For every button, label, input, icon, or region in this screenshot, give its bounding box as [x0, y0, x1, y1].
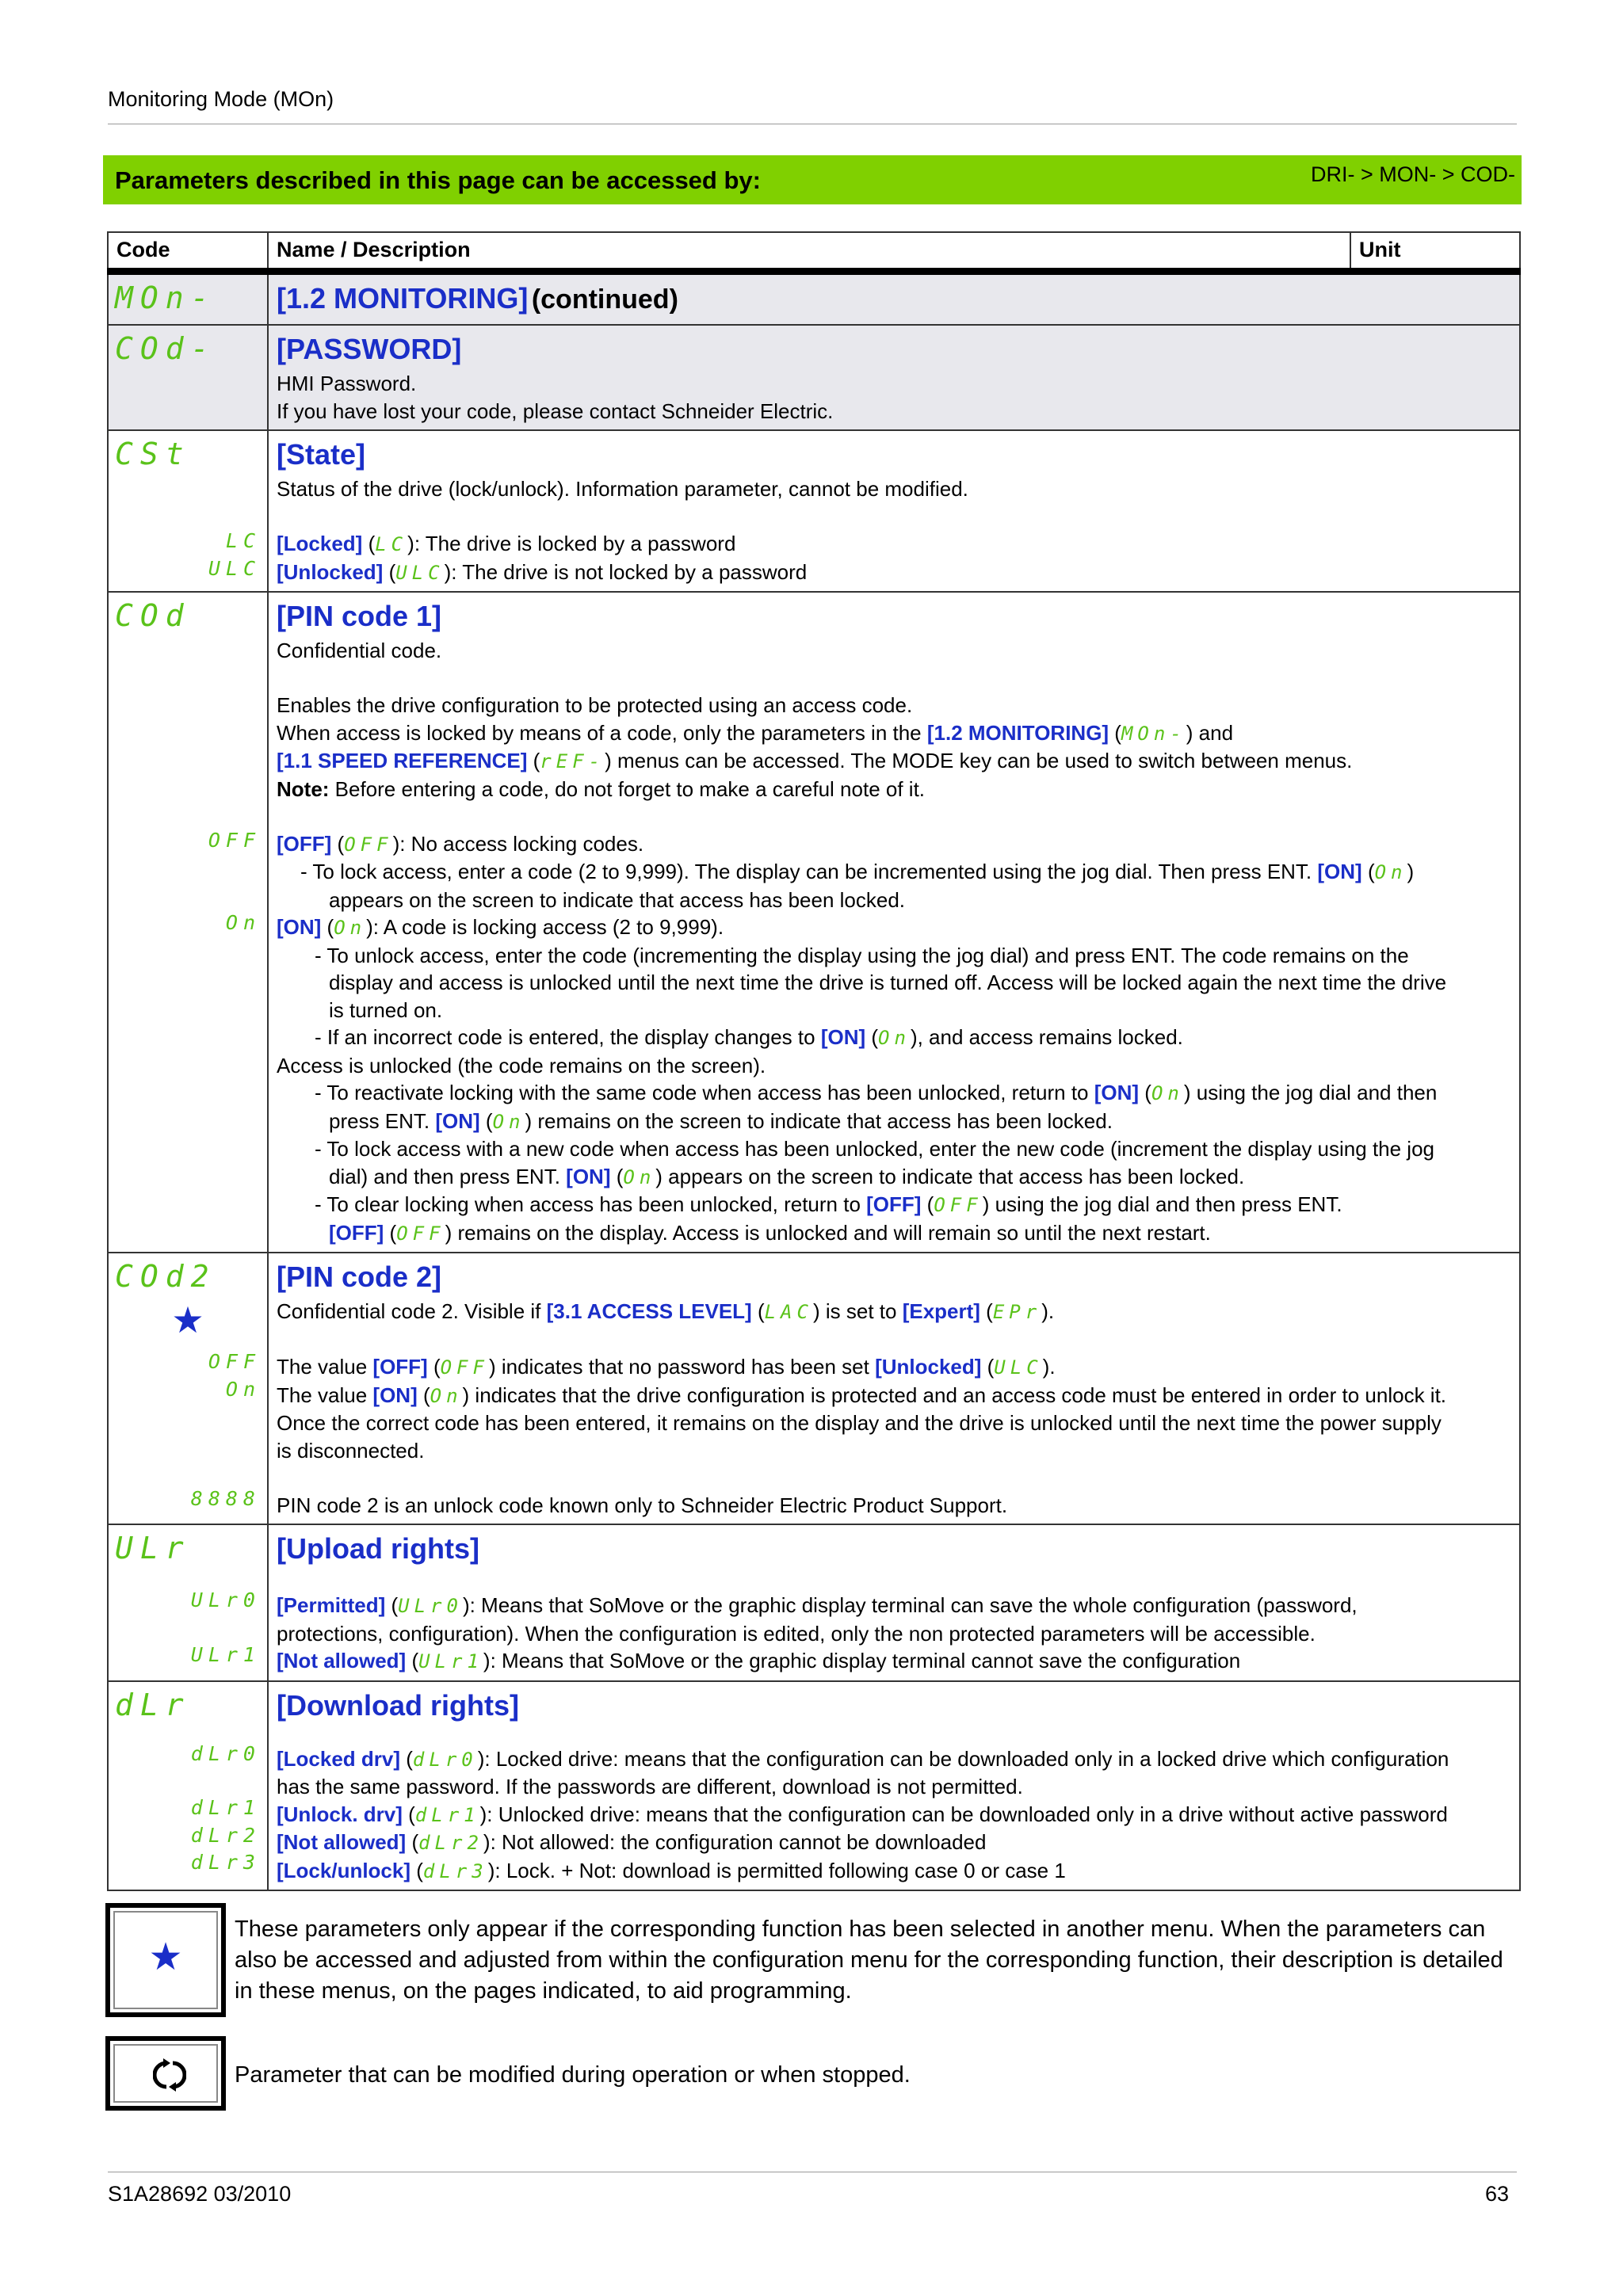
param-code: dLr [115, 1687, 191, 1722]
value-code: ULr0 [190, 1589, 261, 1611]
value-seg: EPr [992, 1301, 1042, 1323]
table-row: ULr ULr0 ULr1 [Upload rights] [Permitted] (ULr0): Means that SoMove or the graphic display terminal can save the whole configuration (password, protections, configuration). When the configuration is edited, only the non protected parameters will be accessible. [Not allowed] (ULr1): Means that SoMove or the graphic display terminal cannot save the configuration [108, 1524, 1520, 1681]
document-reference: S1A28692 03/2010 [108, 2182, 292, 2206]
table-row: dLr dLr0 dLr1 dLr2 dLr3 [Download rights] [Locked drv] (dLr0): Locked drive: means that the configuration can be downloaded only in a locked drive which configuration has the same password. If the passwords are different, download is not permitted. [Unlock. drv] (dLr1): Unlocked drive: means that the configuration can be downloaded only in a drive without active password [Not allowed] (dLr2): Not allowed: the configuration cannot be downloaded [Lock/unlock] (dLr3): Lock. + Not: download is permitted following case 0 or case 1 [108, 1681, 1520, 1891]
value-code: ULC [208, 556, 261, 580]
description-text: is set to [819, 1299, 903, 1323]
value-seg: ULr0 [398, 1595, 463, 1617]
value-seg: OFF [934, 1194, 983, 1216]
value-seg: OFF [440, 1356, 489, 1379]
value-seg: On [1151, 1082, 1184, 1104]
param-title: [Upload rights] [277, 1532, 479, 1565]
description-line: Enables the drive configuration to be protected using an access code. [277, 693, 913, 717]
bullet-text: press ENT. [329, 1108, 436, 1133]
bullet-text: is turned on. [329, 997, 443, 1022]
value-seg: On [334, 917, 367, 939]
column-header-unit: Unit [1350, 232, 1520, 272]
value-text: : Lock. + Not: download is permitted following case 0 or case 1 [495, 1858, 1066, 1882]
value-name: [ON] [277, 915, 322, 939]
description-line: Confidential code. [277, 639, 442, 662]
param-code: MOn- [115, 280, 216, 315]
description-text: indicates that the drive configuration is protected and an access code must be entered in order to unlock it. [469, 1383, 1447, 1407]
column-header-code: Code [108, 232, 268, 272]
value-code: dLr0 [190, 1741, 261, 1765]
value-text: protections, configuration). When the configuration is edited, only the non protected parameters will be accessible. [277, 1621, 1316, 1646]
value-name: [Not allowed] [277, 1649, 407, 1672]
param-title: [Download rights] [277, 1688, 519, 1722]
description-text: The value [277, 1355, 373, 1379]
value-name: [Locked drv] [277, 1746, 401, 1771]
value-text: : Locked drive: means that the configuration can be downloaded only in a locked drive which configuration [484, 1746, 1449, 1771]
value-seg: On [430, 1384, 463, 1407]
value-code: LC [225, 529, 261, 552]
description-line: HMI Password. [277, 372, 417, 395]
value-seg: OFF [344, 833, 393, 856]
bullet-text: - To lock access, enter a code (2 to 9,999). The display can be incremented using the jog dial. Then press ENT. [300, 860, 1318, 883]
value-seg: LAC [764, 1301, 813, 1323]
menu-ref: [1.2 MONITORING] [926, 720, 1109, 745]
bullet-text: - To clear locking when access has been unlocked, return to [315, 1192, 867, 1216]
value-name: [Permitted] [277, 1593, 386, 1617]
access-label: Parameters described in this page can be accessed by: [115, 166, 761, 194]
param-title: [PASSWORD] [277, 333, 462, 365]
value-seg: On [1374, 861, 1407, 883]
value-code: On [225, 910, 261, 934]
bullet-text: - To reactivate locking with the same code when access has been unlocked, return to [315, 1081, 1094, 1104]
value-name: [ON] [1317, 860, 1362, 883]
description-text: Before entering a code, do not forget to make a careful note of it. [329, 776, 926, 801]
value-seg: ULr1 [418, 1650, 483, 1672]
value-name: [ON] [372, 1383, 418, 1407]
page-number: 63 [1484, 2182, 1509, 2206]
description-text: menus can be accessed. The MODE key can be used to switch between menus. [611, 749, 1353, 772]
runtime-note-text: Parameter that can be modified during operation or when stopped. [235, 2062, 911, 2088]
value-code: dLr3 [190, 1851, 261, 1874]
bullet-text: display and access is unlocked until the next time the drive is turned off. Access will be locked again the next time the drive [329, 971, 1447, 994]
value-text: : The drive is locked by a password [414, 532, 736, 555]
description-line: Access is unlocked (the code remains on the screen). [277, 1053, 766, 1077]
param-code: COd [115, 598, 191, 633]
cycle-arrows-icon [153, 2058, 186, 2092]
value-code: dLr2 [190, 1823, 261, 1847]
value-name: [Unlock. drv] [277, 1802, 403, 1826]
menu-ref: [3.1 ACCESS LEVEL] [546, 1299, 752, 1323]
value-seg: ULC [994, 1356, 1043, 1379]
bullet-text: appears on the screen to indicate that access has been locked. [329, 887, 906, 912]
value-seg: rEF- [540, 750, 605, 772]
bullet-text: - To lock access with a new code when access has been unlocked, enter the new code (increment the display using the jog [315, 1137, 1435, 1161]
value-seg: LC [375, 533, 408, 555]
param-title: [1.2 MONITORING] [277, 282, 529, 315]
description-text: Confidential code 2. Visible if [277, 1299, 547, 1323]
runtime-note-icon-box [105, 2036, 226, 2111]
param-title: [PIN code 1] [277, 600, 442, 632]
value-name: [OFF] [277, 831, 332, 856]
star-icon: ★ [148, 1936, 183, 1978]
value-text: : A code is locking access (2 to 9,999). [372, 915, 724, 939]
page-header-title: Monitoring Mode (MOn) [108, 87, 334, 111]
bullet-text: remains on the display. Access is unlocked and will remain so until the next restart. [452, 1220, 1211, 1245]
value-seg: MOn- [1121, 722, 1186, 745]
value-code: OFF [208, 1350, 261, 1373]
note-label: Note: [277, 776, 330, 801]
value-name: [OFF] [866, 1192, 922, 1216]
value-text: has the same password. If the passwords are different, download is not permitted. [277, 1775, 1023, 1798]
description-line: Status of the drive (lock/unlock). Information parameter, cannot be modified. [277, 477, 968, 501]
table-row: COd OFF On [PIN code 1] Confidential code. Enables the drive configuration to be protected using an access code. When access is locked by means of a code, only the parameters in the [1.2 MONITORING] (MOn-) and [1.1 SPEED REFERENCE] (rEF-) menus can be accessed. The MODE key can be used to switch between menus. Note: Before entering a code, do not forget to make a careful note of it. [OFF] (OFF): No access locking codes. - To lock access, enter a code (2 to 9,999). The display can be incremented using the jog dial. Then press ENT. [ON] (On) appears on the screen to indicate that access has been locked. [ON] (On): A code is locking access (2 to 9,999). - To unlock access, enter the code (incrementing the display using the jog dial) and press ENT. The code remains on the display and access is unlocked until the next time the drive is turned off. Access will be locked again the next time the drive is turned on. - If an incorrect code is entered, the display changes to [ON] (On), and access remains locked. Access is unlocked (the code remains on the screen). - To reactivate locking with the same code when access has been unlocked, return to [ON] (On) using the jog dial and then press ENT. [ON] (On) remains on the screen to indicate that access has been locked. - To lock access with a new code when access has been unlocked, enter the new code (increment the display using the jog dial) and then press ENT. [ON] (On) appears on the screen to indicate that access has been locked. - To clear locking when access has been unlocked, return to [OFF] (OFF) using the jog dial and then press ENT. [OFF] (OFF) remains on the display. Access is unlocked and will remain so until the next restart. [108, 592, 1520, 1253]
value-name: [Expert] [902, 1299, 980, 1323]
value-text: : No access locking codes. [399, 831, 644, 856]
table-row: COd2 ★ OFF On 8888 [PIN code 2] Confidential code 2. Visible if [3.1 ACCESS LEVEL] (LAC) is set to [Expert] (EPr). The value [OFF] (OFF) indicates that no password has been set [Unlocked] (ULC). The value [ON] (On) indicates that the drive configuration is protected and an access code must be entered in order to unlock it. Once the correct code has been entered, it remains on the display and the drive is unlocked until the next time the power supply is disconnected. PIN code 2 is an unlock code known only to Schneider Electric Product Support. [108, 1253, 1520, 1524]
parameter-table [107, 231, 1521, 1891]
value-name: [ON] [566, 1164, 611, 1188]
star-note-text: These parameters only appear if the corresponding function has been selected in another menu. When the parameters can also be accessed and adjusted from within the configuration menu for the corresponding function, their description is detailed in these menus, on the pages indicated, to aid programming. [235, 1917, 1503, 2004]
table-row: CSt LC ULC [State] Status of the drive (lock/unlock). Information parameter, cannot be modified. [Locked] (LC): The drive is locked by a password [Unlocked] (ULC): The drive is not locked by a password [108, 430, 1520, 592]
param-title: [State] [277, 438, 366, 471]
value-text: : Not allowed: the configuration cannot be downloaded [490, 1830, 987, 1854]
value-code: On [225, 1377, 261, 1401]
description-line: Once the correct code has been entered, it remains on the display and the drive is unlocked until the next time the power supply [277, 1411, 1442, 1435]
value-seg: On [623, 1165, 656, 1188]
description-line: If you have lost your code, please contact Schneider Electric. [277, 399, 834, 423]
value-name: [Not allowed] [277, 1830, 407, 1854]
value-code: OFF [208, 829, 261, 852]
value-name: [ON] [820, 1025, 866, 1049]
table-header-row [108, 232, 1520, 272]
description-line: PIN code 2 is an unlock code known only to Schneider Electric Product Support. [277, 1493, 1008, 1517]
value-seg: OFF [396, 1222, 445, 1245]
value-seg: dLr0 [412, 1748, 478, 1771]
value-name: [Unlocked] [277, 559, 384, 584]
access-path: DRI- > MON- > COD- [1310, 162, 1515, 186]
description-text: and [1193, 720, 1234, 745]
value-name: [OFF] [329, 1220, 384, 1245]
value-text: : Unlocked drive: means that the configuration can be downloaded only in a drive without active password [487, 1802, 1448, 1826]
description-text: The value [277, 1383, 373, 1407]
bullet-text: - To unlock access, enter the code (incrementing the display using the jog dial) and press ENT. The code remains on the [315, 943, 1409, 967]
param-code: CSt [115, 437, 191, 471]
menu-ref: [1.1 SPEED REFERENCE] [277, 749, 528, 772]
value-seg: ULC [395, 561, 445, 584]
bullet-text: using the jog dial and then [1190, 1081, 1438, 1104]
value-name: [Unlocked] [875, 1355, 982, 1379]
value-name: [ON] [1094, 1081, 1140, 1104]
bullet-text: appears on the screen to indicate that access has been locked. [662, 1164, 1245, 1188]
bullet-text: - If an incorrect code is entered, the display changes to [315, 1025, 821, 1049]
value-code: ULr1 [190, 1642, 261, 1666]
value-name: [ON] [435, 1108, 480, 1133]
value-code: dLr1 [190, 1796, 261, 1819]
value-seg: On [878, 1027, 911, 1049]
bullet-text: remains on the screen to indicate that access has been locked. [532, 1108, 1113, 1133]
star-icon: ★ [171, 1299, 204, 1341]
value-name: [Locked] [277, 532, 363, 555]
description-text: . [1048, 1299, 1055, 1323]
description-text: . [1049, 1355, 1056, 1379]
value-text: : Means that SoMove or the graphic display terminal can save the whole configuration (password, [469, 1593, 1358, 1617]
value-code: 8888 [190, 1487, 261, 1510]
table-row [108, 272, 1520, 326]
bullet-text: using the jog dial and then press ENT. [989, 1192, 1342, 1216]
param-title: [PIN code 2] [277, 1261, 442, 1293]
value-seg: dLr3 [422, 1859, 488, 1882]
bullet-text: , and access remains locked. [917, 1025, 1183, 1049]
continued-label: (continued) [531, 284, 678, 315]
value-name: [Lock/unlock] [277, 1858, 411, 1882]
bullet-text: dial) and then press ENT. [329, 1164, 567, 1188]
param-code: ULr [115, 1531, 191, 1566]
description-line: is disconnected. [277, 1438, 425, 1463]
description-text: When access is locked by means of a code, only the parameters in the [277, 720, 927, 745]
param-code: COd- [115, 331, 216, 366]
value-name: [OFF] [372, 1355, 428, 1379]
param-code: COd2 [115, 1259, 216, 1294]
value-seg: On [492, 1110, 525, 1133]
access-path-bar [103, 155, 1522, 204]
value-text: : The drive is not locked by a password [451, 559, 808, 584]
table-row [108, 325, 1520, 430]
star-note-icon-box [105, 1903, 226, 2017]
value-seg: dLr2 [418, 1832, 483, 1854]
value-seg: dLr1 [414, 1803, 480, 1826]
description-text: indicates that no password has been set [495, 1355, 876, 1379]
value-text: : Means that SoMove or the graphic display terminal cannot save the configuration [490, 1649, 1241, 1672]
column-header-name: Name / Description [268, 232, 1350, 272]
